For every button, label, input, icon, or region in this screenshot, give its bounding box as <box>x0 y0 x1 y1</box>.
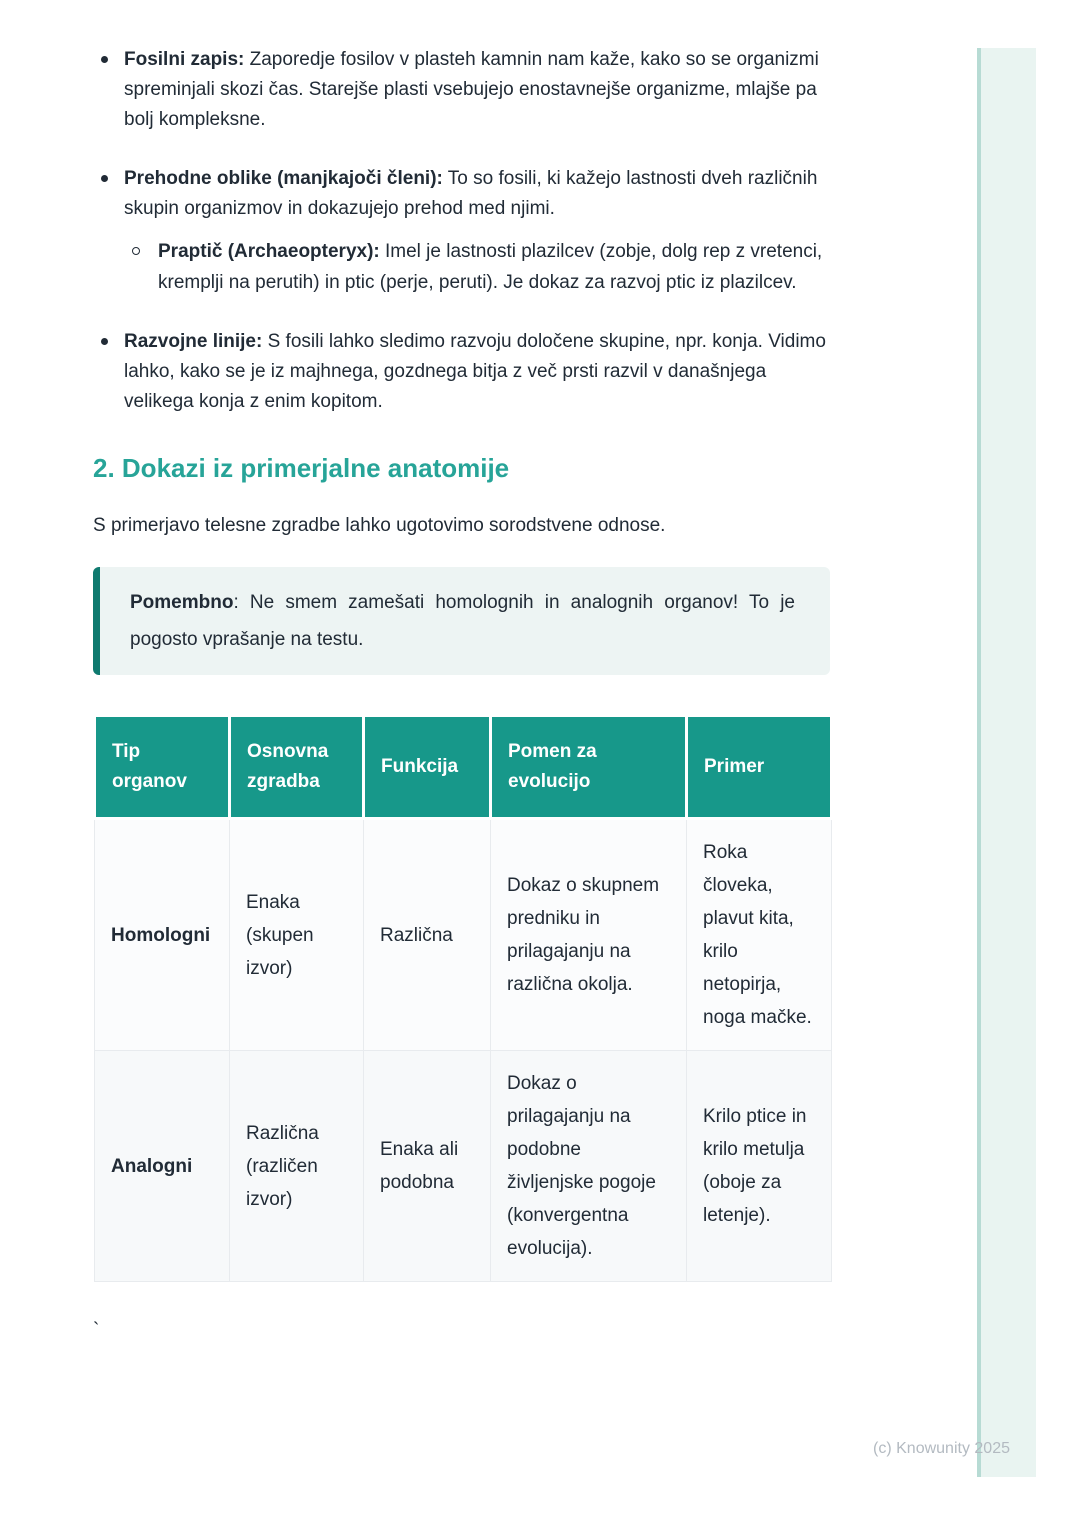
organs-comparison-table <box>93 714 833 1282</box>
list-item-text: S fosili lahko sledimo razvoju določene skupine, npr. konja. Vidimo lahko, kako se je iz majhnega, gozdnega bitja z več prsti razvil v današnjega velikega konja z enim kopitom. <box>124 331 826 412</box>
callout-term: Pomembno <box>130 592 234 613</box>
table-header-cell: Osnovna zgradba <box>230 716 364 819</box>
sub-bullet-list <box>124 236 830 298</box>
bullet-icon <box>101 338 108 345</box>
table-cell: Različna <box>364 819 491 1051</box>
table-cell: Dokaz o prilagajanju na podobne življenjske pogoje (konvergentna evolucija). <box>491 1051 687 1282</box>
list-item-text: Zaporedje fosilov v plasteh kamnin nam kaže, kako so se organizmi spreminjali skozi čas. Starejše plasti vsebujejo enostavnejše organizme, mlajše pa bolj kompleksne. <box>124 49 819 130</box>
table-cell: Različna (različen izvor) <box>230 1051 364 1282</box>
list-item-text: To so fosili, ki kažejo lastnosti dveh različnih skupin organizmov in dokazujejo prehod med njimi. <box>124 168 818 219</box>
section-heading: 2. Dokazi iz primerjalne anatomije <box>93 453 510 483</box>
copyright-footer: (c) Knowunity 2025 <box>873 1440 1010 1457</box>
list-item-term: Prehodne oblike (manjkajoči členi): <box>124 168 443 189</box>
table-cell: Enaka (skupen izvor) <box>230 819 364 1051</box>
sub-list-item-term: Praptič (Archaeopteryx): <box>158 241 380 262</box>
list-item <box>93 45 830 135</box>
sub-list-item-text: Imel je lastnosti plazilcev (zobje, dolg rep z vretenci, kremplji na perutih) in ptic (perje, peruti). Je dokaz za razvoj ptic iz plazilcev. <box>158 241 823 293</box>
sub-list-item <box>124 236 830 298</box>
table-cell: Dokaz o skupnem predniku in prilagajanju na različna okolja. <box>491 819 687 1051</box>
table-cell: Enaka ali podobna <box>364 1051 491 1282</box>
callout-text: : Ne smem zamešati homolognih in analognih organov! To je pogosto vprašanje na testu. <box>130 592 795 650</box>
table-cell: Krilo ptice in krilo metulja (oboje za letenje). <box>687 1051 832 1282</box>
table-header-cell: Primer <box>687 716 832 819</box>
table-header-cell: Tip organov <box>95 716 230 819</box>
table-cell: Analogni <box>95 1051 230 1282</box>
bullet-icon <box>101 175 108 182</box>
list-item <box>93 327 830 417</box>
list-item-term: Razvojne linije: <box>124 331 263 352</box>
table-cell: Roka človeka, plavut kita, krilo netopirja, noga mačke. <box>687 819 832 1051</box>
table-header-row <box>95 716 832 819</box>
table-row <box>95 1051 832 1282</box>
table-header-cell: Pomen za evolucijo <box>491 716 687 819</box>
section-intro: S primerjavo telesne zgradbe lahko ugotovimo sorodstvene odnose. <box>93 515 666 536</box>
evidence-bullet-list <box>93 45 830 417</box>
sub-bullet-icon <box>132 247 140 255</box>
table-cell: Homologni <box>95 819 230 1051</box>
table-header-cell: Funkcija <box>364 716 491 819</box>
organs-comparison-table-wrap <box>93 714 830 1282</box>
important-callout <box>93 567 830 675</box>
decorative-side-stripe <box>977 48 1036 1477</box>
stray-character: ` <box>93 1320 100 1341</box>
table-row <box>95 819 832 1051</box>
bullet-icon <box>101 56 108 63</box>
list-item <box>93 164 830 298</box>
list-item-term: Fosilni zapis: <box>124 49 245 70</box>
